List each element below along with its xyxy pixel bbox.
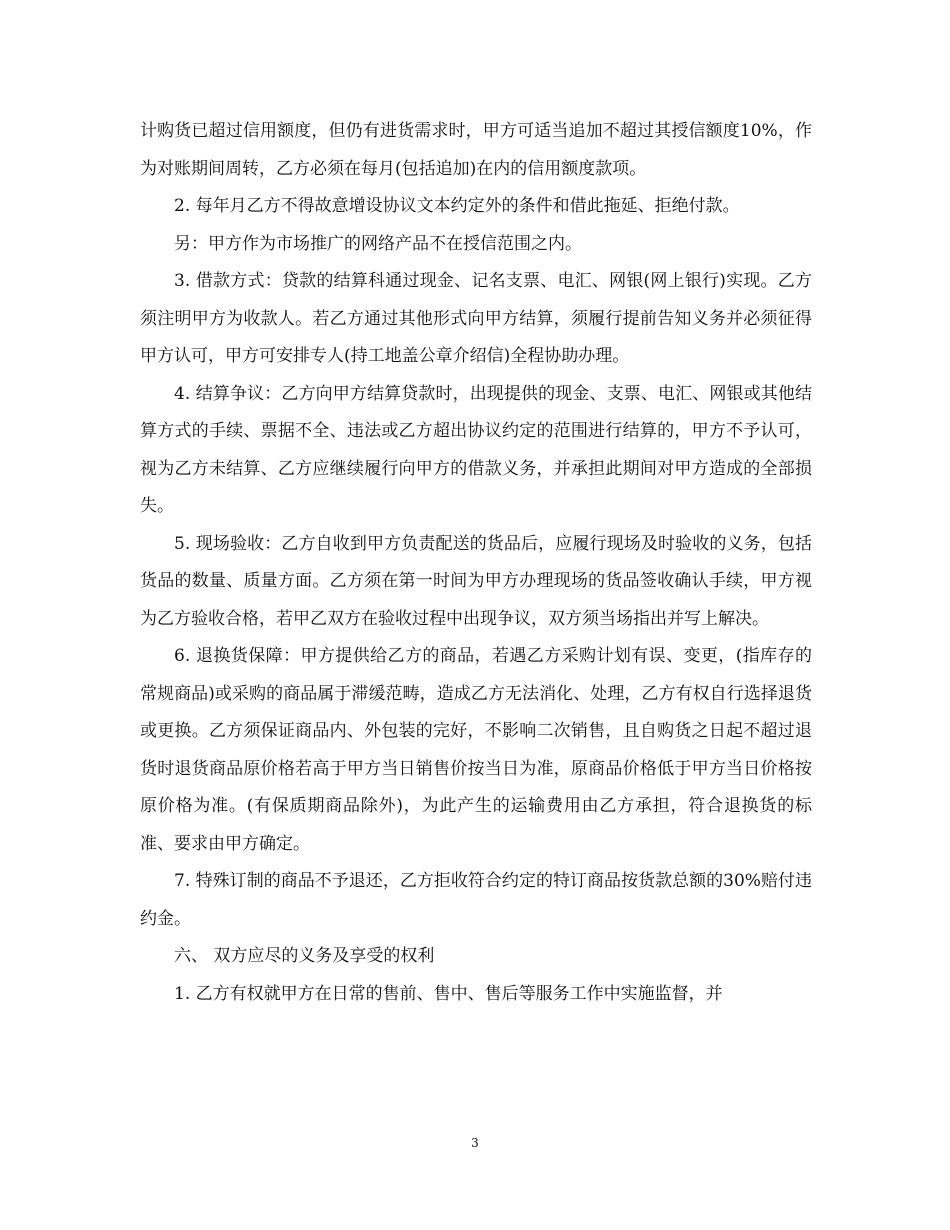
- paragraph-item-6: 6. 退换货保障：甲方提供给乙方的商品，若遇乙方采购计划有误、变更，(指库存的常规商品)或采购的商品属于滞缓范畴，造成乙方无法消化、处理，乙方有权自行选择退货或更换。乙方须保证商品内、外包装的完好，不影响二次销售，且自购货之日起不超过退货时退货商品原价格若高于甲方当日销售价按当日为准，原商品价格低于甲方当日价格按原价格为准。(有保质期商品除外)，为此产生的运输费用由乙方承担，符合退换货的标准、要求由甲方确定。: [140, 646, 812, 854]
- page-number: 3: [471, 1136, 479, 1150]
- section-heading-6: 六、 双方应尽的义务及享受的权利: [174, 946, 435, 966]
- paragraph-section6-item-1: 1. 乙方有权就甲方在日常的售前、售中、售后等服务工作中实施监督，并: [174, 983, 723, 1004]
- paragraph-item-4: 4. 结算争议：乙方向甲方结算贷款时，出现提供的现金、支票、电汇、网银或其他结算方式的手续、票据不全、违法或乙方超出协议约定的范围进行结算的，甲方不予认可，视为乙方未结算、乙方应继续履行向甲方的借款义务，并承担此期间对甲方造成的全部损失。: [140, 383, 812, 516]
- document-body: [140, 113, 812, 1013]
- paragraph-item-5: 5. 现场验收：乙方自收到甲方负责配送的货品后，应履行现场及时验收的义务，包括货品的数量、质量方面。乙方须在第一时间为甲方办理现场的货品签收确认手续，甲方视为乙方验收合格，若甲乙双方在验收过程中出现争议，双方须当场指出并写上解决。: [140, 533, 812, 629]
- paragraph-item-7: 7. 特殊订制的商品不予退还，乙方拒收符合约定的特订商品按货款总额的30%赔付违约金。: [140, 871, 812, 929]
- paragraph-item-2: 2. 每年月乙方不得故意增设协议文本约定外的条件和借此拖延、拒绝付款。: [174, 196, 740, 216]
- paragraph-note: 另：甲方作为市场推广的网络产品不在授信范围之内。: [174, 233, 582, 254]
- paragraph-continuation: 计购货已超过信用额度，但仍有进货需求时，甲方可适当追加不超过其授信额度10%，作为对账期间周转，乙方必须在每月(包括追加)在内的信用额度款项。: [140, 121, 812, 179]
- paragraph-item-3: 3. 借款方式：贷款的结算科通过现金、记名支票、电汇、网银(网上银行)实现。乙方须注明甲方为收款人。若乙方通过其他形式向甲方结算，须履行提前告知义务并必须征得甲方认可，甲方可安排专人(持工地盖公章介绍信)全程协助办理。: [140, 271, 812, 366]
